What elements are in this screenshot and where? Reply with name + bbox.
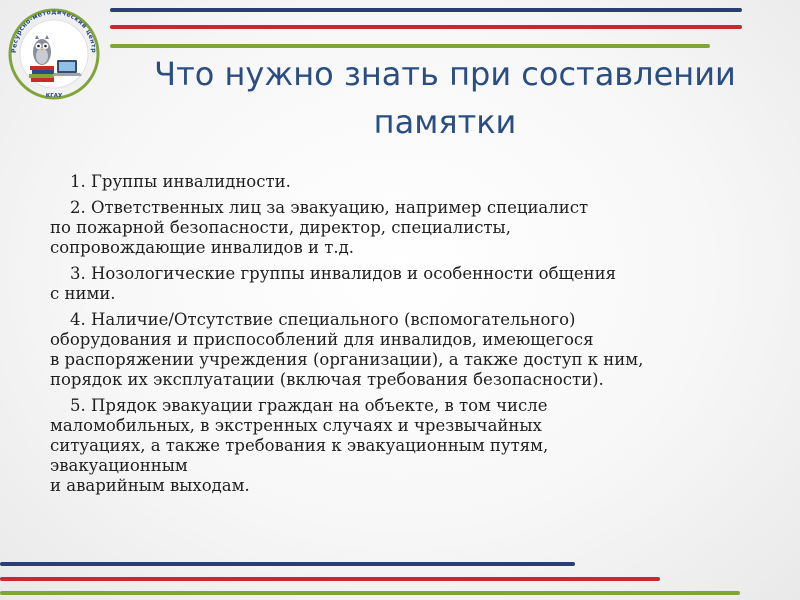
list-item-line: с ними. (50, 284, 116, 303)
top-stripe-blue (110, 8, 742, 12)
list-item-line: 4. Наличие/Отсутствие специального (вспомогательного) (70, 310, 576, 329)
list-item-line: 2. Ответственных лиц за эвакуацию, например специалист (70, 198, 589, 217)
list-item-line: 1. Группы инвалидности. (70, 172, 291, 191)
list-item-line: маломобильных, в экстренных случаях и чрезвычайных (50, 416, 542, 435)
list-item-line: по пожарной безопасности, директор, специалисты, (50, 218, 511, 237)
list-item-nosological-groups (50, 264, 778, 304)
list-item-special-equipment (50, 310, 778, 390)
logo-abbreviation: КГАУ (45, 93, 63, 99)
list-item-line: 5. Прядок эвакуации граждан на объекте, в том числе (70, 396, 548, 415)
list-item-line: в распоряжении учреждения (организации), а также доступ к ним, (50, 350, 644, 369)
list-item-line: эвакуационным (50, 456, 188, 475)
list-item-disability-groups (50, 172, 778, 192)
list-item-line: 3. Нозологические группы инвалидов и особенности общения (70, 264, 617, 283)
list-item-line: порядок их эксплуатации (включая требования безопасности). (50, 370, 604, 389)
slide-body (50, 172, 778, 502)
list-item-line: сопровождающие инвалидов и т.д. (50, 238, 355, 257)
slide-title-line: памятки (373, 103, 517, 141)
slide-title (100, 50, 790, 146)
top-stripe-green (110, 44, 710, 48)
bottom-stripe-green (0, 591, 740, 595)
slide-title-line: Что нужно знать при составлении (154, 55, 736, 93)
top-stripe-red (110, 25, 742, 29)
center-logo (4, 0, 104, 104)
bottom-stripe-red (0, 577, 660, 581)
list-item-responsible-persons (50, 198, 778, 258)
list-item-line: и аварийным выходам. (50, 476, 250, 495)
list-item-line: ситуациях, а также требования к эвакуационным путям, (50, 436, 549, 455)
list-item-line: оборудования и приспособлений для инвалидов, имеющегося (50, 330, 594, 349)
logo-ring-text: Ресурсно-методический центр (10, 8, 98, 54)
list-item-evacuation-procedure (50, 396, 778, 496)
bottom-stripe-blue (0, 562, 575, 566)
owl-with-books-and-laptop-logo-icon (4, 0, 104, 104)
